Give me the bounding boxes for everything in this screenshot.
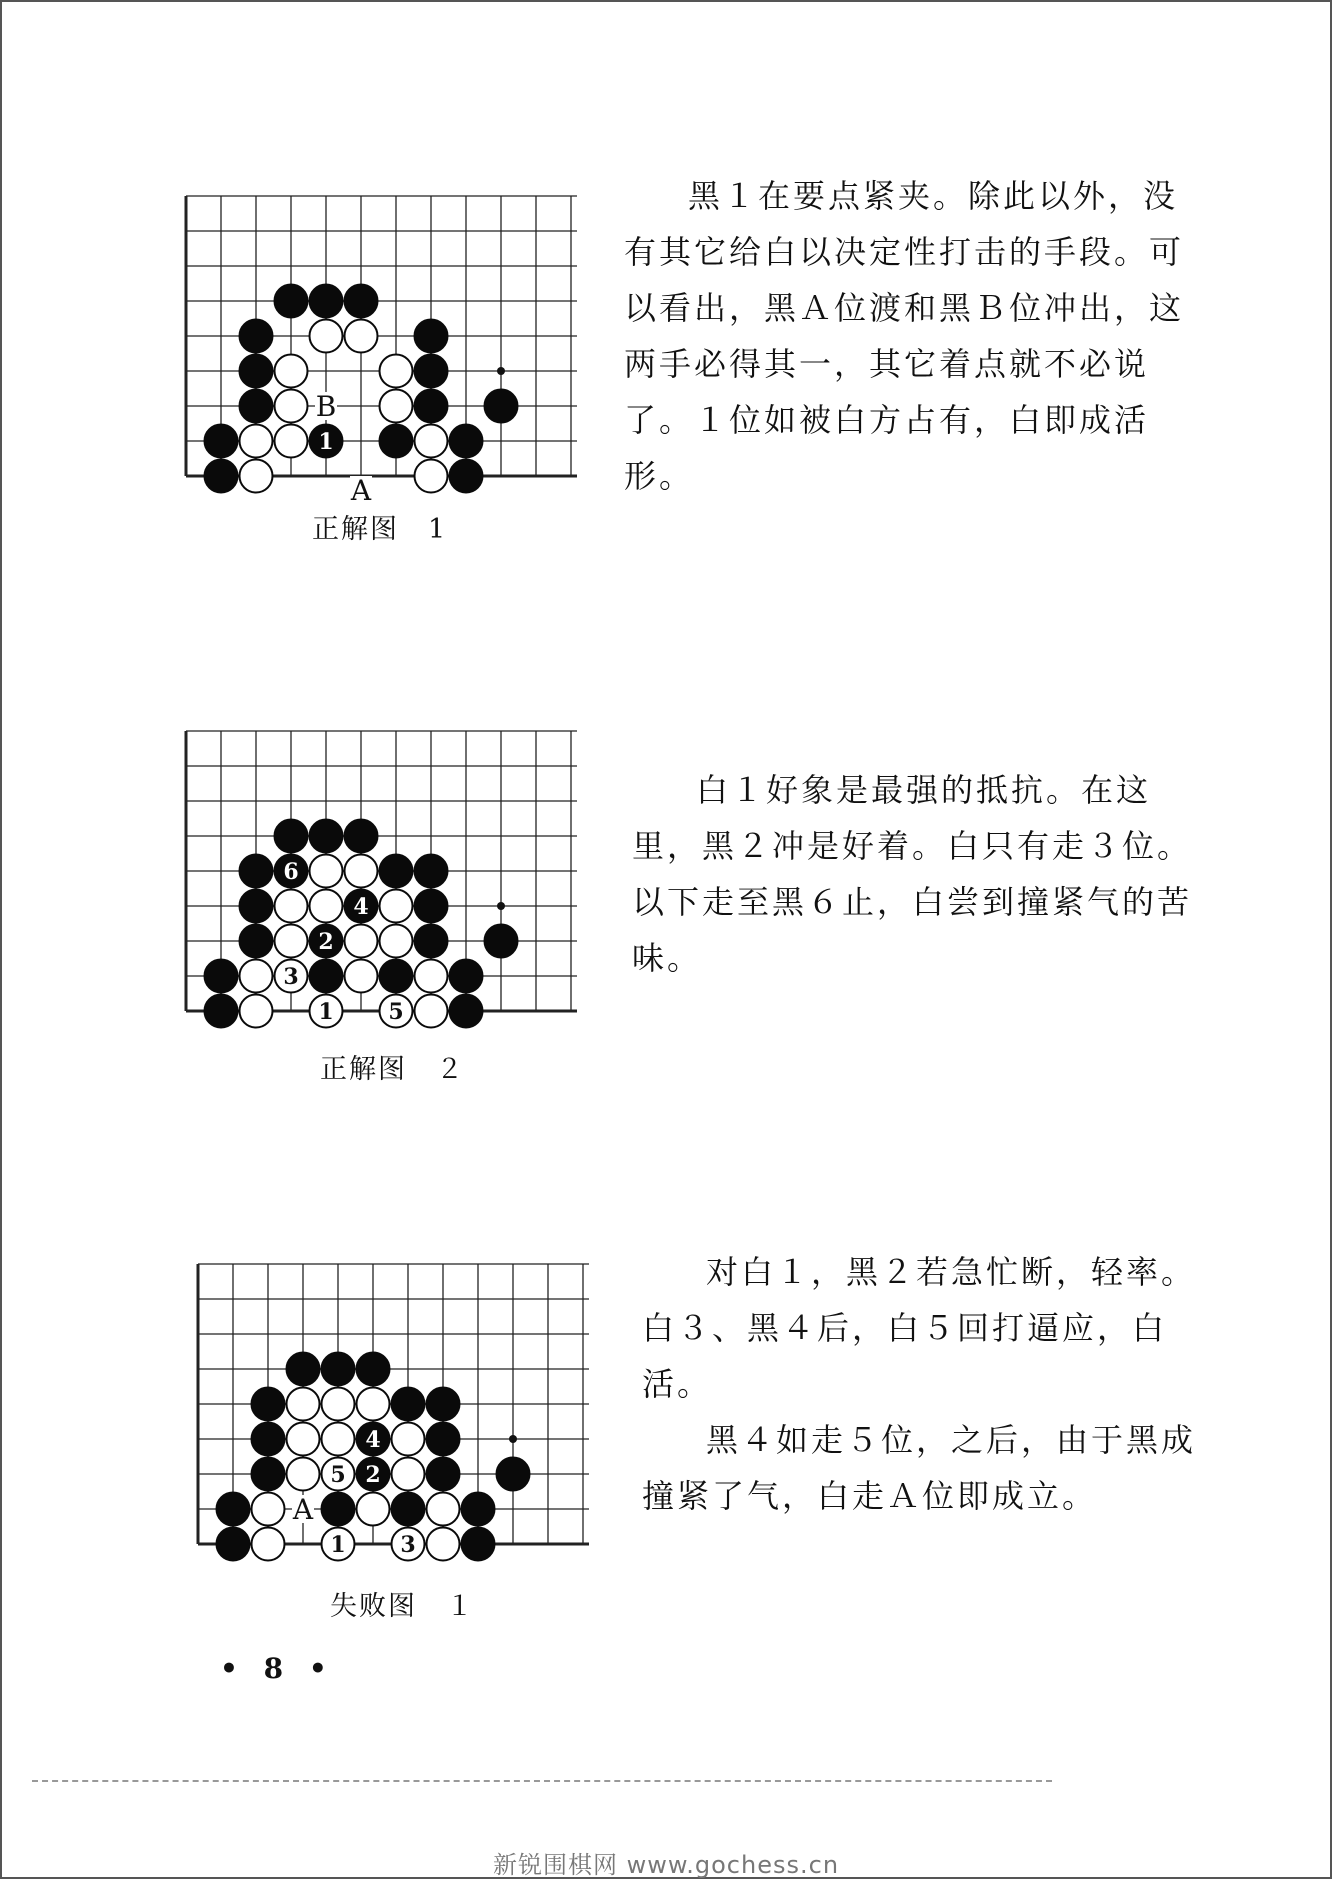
black-stone [310,960,343,993]
black-stone [415,925,448,958]
go-board-failure-diagram-1 [192,1258,612,1558]
white-stone [427,1528,460,1561]
white-stone [322,1423,355,1456]
black-stone [427,1388,460,1421]
caption-diagram-1: 正解图 1 [312,514,448,545]
white-stone [240,460,273,493]
move-number-2: 2 [318,929,334,955]
white-stone [345,855,378,888]
move-number-6: 6 [283,859,299,885]
black-stone [240,855,273,888]
star-point [497,367,505,375]
black-stone [240,890,273,923]
black-stone [415,855,448,888]
white-stone [287,1423,320,1456]
black-stone [380,960,413,993]
white-stone [380,355,413,388]
white-stone [310,890,343,923]
white-stone [275,355,308,388]
white-stone [310,320,343,353]
black-stone [415,390,448,423]
black-stone [240,925,273,958]
black-stone [310,820,343,853]
commentary-diagram-2 [632,762,1192,986]
black-stone [392,1388,425,1421]
white-stone [380,890,413,923]
move-number-3: 3 [283,964,299,990]
black-stone [380,855,413,888]
black-stone [357,1353,390,1386]
black-stone [485,925,518,958]
white-stone [240,995,273,1028]
black-stone [252,1388,285,1421]
bottom-scan-rule [32,1780,1052,1782]
black-stone [427,1458,460,1491]
white-stone [427,1493,460,1526]
move-number-3: 3 [400,1532,416,1558]
move-number-4: 4 [353,894,369,920]
black-stone [415,890,448,923]
black-stone [380,425,413,458]
move-number-1: 1 [318,429,334,455]
white-stone [345,960,378,993]
white-stone [252,1493,285,1526]
board-letter-A: A [350,474,372,507]
black-stone [345,285,378,318]
black-stone [415,355,448,388]
white-stone [415,460,448,493]
black-stone [322,1353,355,1386]
white-stone [252,1528,285,1561]
white-stone [240,425,273,458]
go-board-diagram-2 [180,725,600,1025]
white-stone [322,1388,355,1421]
black-stone [205,995,238,1028]
white-stone [275,925,308,958]
commentary-diagram-1 [624,168,1184,504]
black-stone [345,820,378,853]
black-stone [497,1458,530,1491]
black-stone [310,285,343,318]
black-stone [252,1423,285,1456]
paragraph: 黑１在要点紧夹。除此以外，没有其它给白以决定性打击的手段。可以看出，黑Ａ位渡和黑Ｂ位冲出，这两手必得其一，其它着点就不必说了。１位如被白方占有，白即成活形。 [624,177,1185,495]
black-stone [252,1458,285,1491]
go-board-diagram-1 [180,190,600,507]
white-stone [357,1493,390,1526]
commentary-failure-diagram-1 [642,1244,1202,1524]
board-letter-B: B [315,390,337,423]
black-stone [450,460,483,493]
white-stone [345,320,378,353]
paragraph: 黑４如走５位，之后，由于黑成撞紧了气，白走Ａ位即成立。 [642,1421,1197,1515]
white-stone [357,1388,390,1421]
black-stone [240,390,273,423]
black-stone [205,425,238,458]
board-letter-A: A [292,1493,314,1526]
caption-failure-diagram-1: 失败图 １ [330,1591,475,1622]
black-stone [462,1493,495,1526]
white-stone [380,925,413,958]
white-stone [287,1458,320,1491]
move-number-2: 2 [365,1462,381,1488]
white-stone [415,425,448,458]
white-stone [275,390,308,423]
white-stone [275,890,308,923]
black-stone [485,390,518,423]
white-stone [415,960,448,993]
white-stone [415,995,448,1028]
move-number-4: 4 [365,1427,381,1453]
black-stone [450,425,483,458]
black-stone [287,1353,320,1386]
white-stone [392,1423,425,1456]
white-stone [310,855,343,888]
site-watermark: 新锐围棋网 www.gochess.cn [492,1851,840,1879]
white-stone [275,425,308,458]
move-number-5: 5 [388,999,404,1025]
black-stone [450,960,483,993]
star-point [509,1435,517,1443]
move-number-1: 1 [318,999,334,1025]
black-stone [450,995,483,1028]
caption-diagram-2: 正解图 ２ [320,1054,465,1085]
star-point [497,902,505,910]
white-stone [345,925,378,958]
white-stone [380,390,413,423]
black-stone [205,960,238,993]
black-stone [392,1493,425,1526]
move-number-1: 1 [330,1532,346,1558]
black-stone [205,460,238,493]
black-stone [275,820,308,853]
black-stone [217,1493,250,1526]
paragraph: 白１好象是最强的抵抗。在这里，黑２冲是好着。白只有走３位。以下走至黑６止，白尝到撞紧气的苦味。 [632,771,1193,977]
white-stone [287,1388,320,1421]
white-stone [392,1458,425,1491]
white-stone [240,960,273,993]
paragraph: 对白１，黑２若急忙断，轻率。白３、黑４后，白５回打逼应，白活。 [642,1253,1197,1403]
black-stone [322,1493,355,1526]
page-number: • 8 • [220,1652,335,1685]
black-stone [240,320,273,353]
black-stone [462,1528,495,1561]
black-stone [275,285,308,318]
move-number-5: 5 [330,1462,346,1488]
black-stone [415,320,448,353]
black-stone [240,355,273,388]
black-stone [427,1423,460,1456]
black-stone [217,1528,250,1561]
